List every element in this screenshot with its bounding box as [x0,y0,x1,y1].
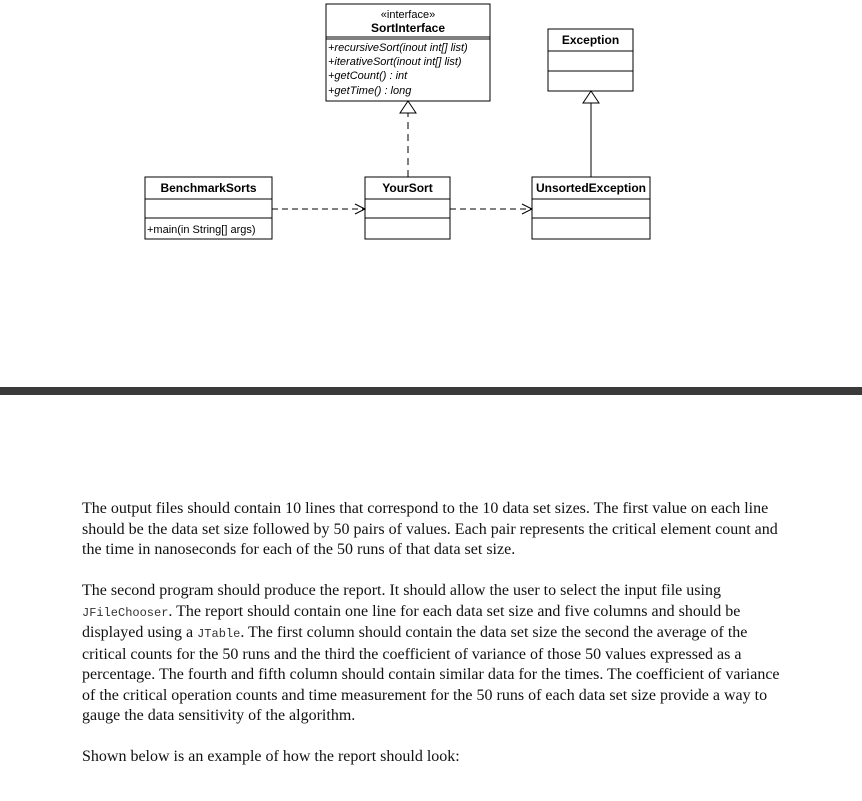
benchmarksorts-operation: +main(in String[] args) [147,224,256,236]
sortinterface-class [326,4,490,101]
interface-operation: +getCount() : int [328,70,408,82]
dependency-arrow [450,204,532,214]
code-jfilechooser: JFileChooser [82,605,169,620]
dependency-arrow [272,204,365,214]
paragraph-example: Shown below is an example of how the report should look: [82,748,460,765]
section-divider [0,387,862,395]
paragraph-text: . The report should contain one line for each data set size and five columns and should be displayed using a [82,602,741,641]
unsortedexception-class [532,177,650,239]
paragraph-text: . The first column should contain the data set size the second the average of the critical counts for the 50 runs and the third the coefficient of variance of those 50 values expressed as a percentage. The fourth and fifth column should contain similar data for the times. The coefficient of variance of the critical operation counts and time measurement for the 50 runs of each data set size provide a way to gauge the data sensitivity of the algorithm. [82,624,780,724]
interface-name: SortInterface [370,21,446,35]
code-jtable: JTable [197,627,241,641]
unsortedexception-name: UnsortedException [535,181,647,195]
document-body [82,499,782,788]
generalization-arrow [583,91,599,177]
exception-class [548,29,633,91]
yoursort-class [365,177,450,239]
benchmarksorts-class [145,177,272,239]
paragraph-text: The second program should produce the report. It should allow the user to select the input file using [82,582,721,599]
benchmarksorts-name: BenchmarkSorts [160,181,257,195]
interface-stereotype: «interface» [380,9,436,21]
yoursort-name: YourSort [382,181,433,195]
paragraph-output-files: The output files should contain 10 lines that correspond to the 10 data set sizes. The first value on each line should be the data set size followed by 50 pairs of values. Each pair represents the critical element count and the time in nanoseconds for each of the 50 runs of that data set size. [82,500,778,558]
paragraph-report [82,581,782,727]
realization-arrow [400,101,416,177]
interface-operation: +iterativeSort(inout int[] list) [328,56,462,68]
exception-name: Exception [561,33,620,47]
interface-operation: +recursiveSort(inout int[] list) [328,42,468,54]
interface-operation: +getTime() : long [328,85,412,97]
